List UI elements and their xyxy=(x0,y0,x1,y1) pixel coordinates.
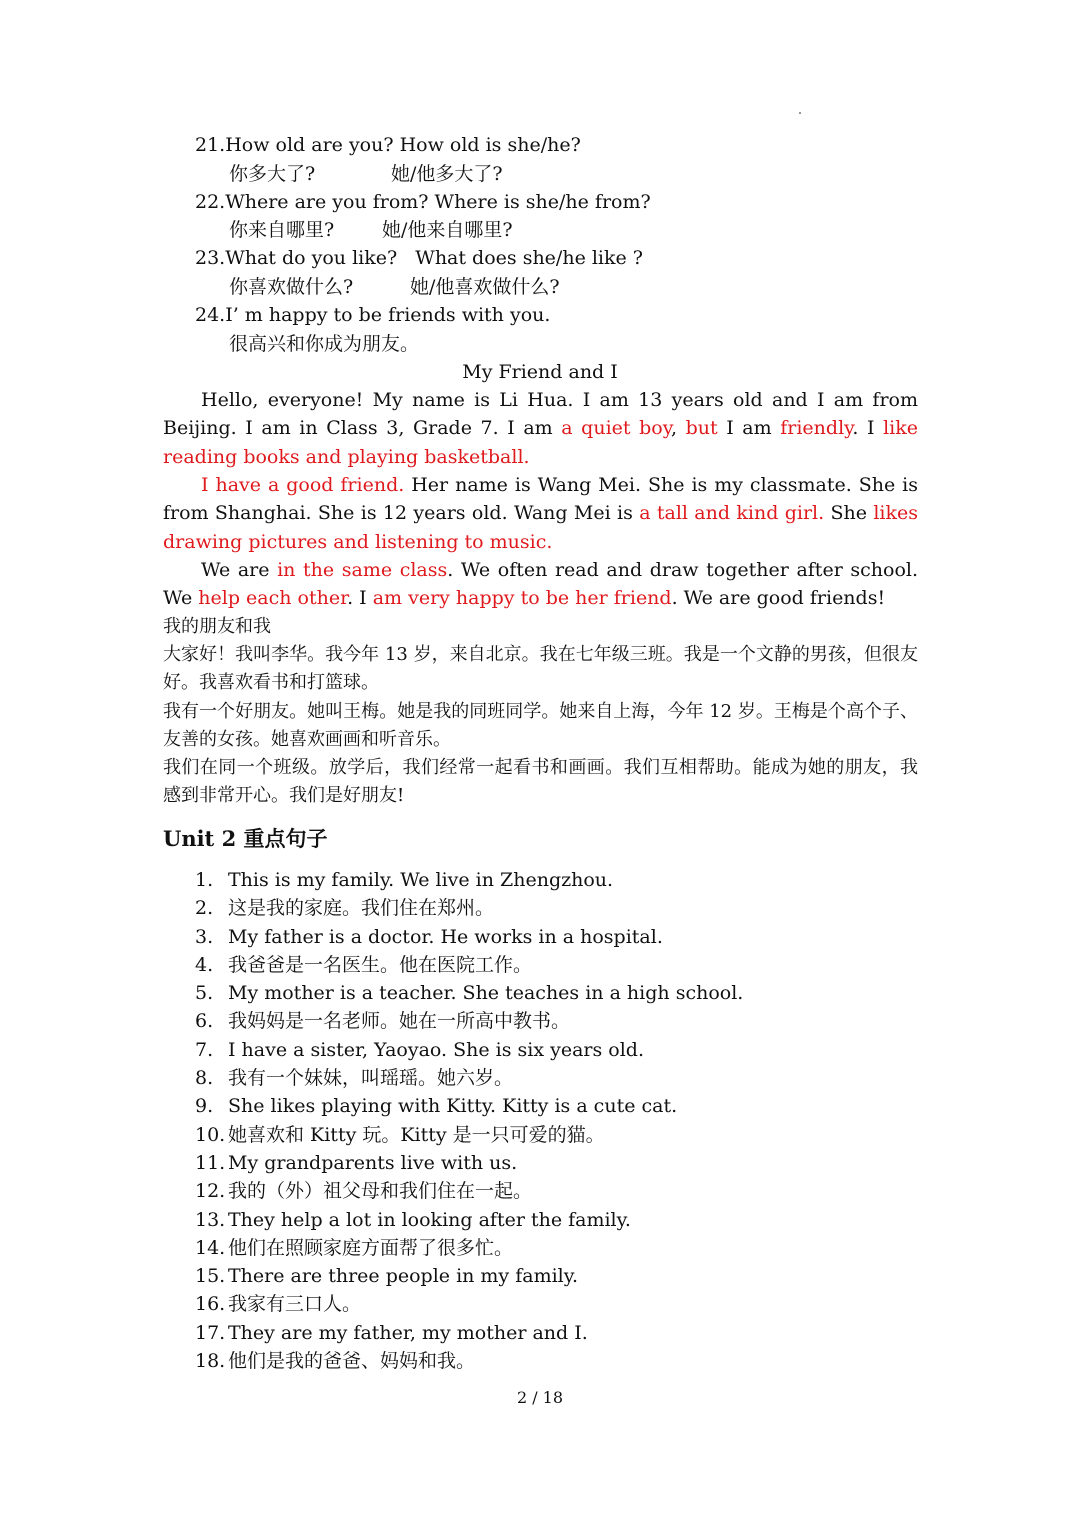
list-item: 15. There are three people in my family. xyxy=(195,1265,578,1288)
list-item: 10. 她喜欢和 Kitty 玩。Kitty 是一只可爱的猫。 xyxy=(195,1123,605,1146)
essay-paragraph-2: I have a good friend. Her name is Wang Mei. She is my classmate. She is from Shanghai. She is 12 years old. Wang Mei is a tall and kind girl. She likes drawing pictures and listening to music. xyxy=(163,474,918,553)
qa-22-chinese: 你来自哪里? 她/他来自哪里? xyxy=(229,219,513,241)
list-item: 6. 我妈妈是一名老师。她在一所高中教书。 xyxy=(195,1010,571,1033)
essay-paragraph-1: Hello, everyone! My name is Li Hua. I am 13 years old and I am from Beijing. I am in Class 3, Grade 7. I am a quiet boy, but I am friendly. I like reading books and playing basketball. xyxy=(163,389,918,468)
essay-chinese-title: 我的朋友和我 xyxy=(163,616,271,637)
list-item: 5. My mother is a teacher. She teaches in a high school. xyxy=(195,982,744,1005)
qa-23-chinese: 你喜欢做什么? 她/他喜欢做什么? xyxy=(229,276,560,298)
page-number: 2 / 18 xyxy=(516,1388,564,1407)
unit-2-sentence-list xyxy=(195,866,743,1375)
list-item: 14. 他们在照顾家庭方面帮了很多忙。 xyxy=(195,1236,514,1259)
list-item: 4. 我爸爸是一名医生。他在医院工作。 xyxy=(195,953,533,976)
qa-24-english: 24.I’ m happy to be friends with you. xyxy=(195,304,551,326)
list-item: 12. 我的（外）祖父母和我们住在一起。 xyxy=(195,1180,533,1203)
qa-21-chinese: 你多大了? 她/他多大了? xyxy=(229,163,503,185)
essay-chinese-paragraph-3: 我们在同一个班级。放学后，我们经常一起看书和画画。我们互相帮助。能成为她的朋友，我感到非常开心。我们是好朋友! xyxy=(163,757,918,807)
list-item: 17. They are my father, my mother and I. xyxy=(195,1321,588,1344)
essay-chinese-paragraph-1: 大家好！我叫李华。我今年 13 岁，来自北京。我在七年级三班。我是一个文静的男孩，但很友好。我喜欢看书和打篮球。 xyxy=(163,644,918,694)
qa-23-english: 23.What do you like? What does she/he like ? xyxy=(195,247,643,269)
essay-chinese-paragraph-2: 我有一个好朋友。她叫王梅。她是我的同班同学。她来自上海，今年 12 岁。王梅是个高个子、友善的女孩。她喜欢画画和听音乐。 xyxy=(163,701,918,751)
list-item: 8. 我有一个妹妹，叫瑶瑶。她六岁。 xyxy=(195,1067,514,1090)
list-item: 7. I have a sister, Yaoyao. She is six years old. xyxy=(195,1038,644,1061)
list-item: 13. They help a lot in looking after the family. xyxy=(195,1208,631,1231)
list-item: 11. My grandparents live with us. xyxy=(195,1151,518,1174)
list-item: 16. 我家有三口人。 xyxy=(195,1293,362,1316)
list-item: 9. She likes playing with Kitty. Kitty is a cute cat. xyxy=(195,1095,678,1118)
list-item: 3. My father is a doctor. He works in a hospital. xyxy=(195,925,663,948)
unit-2-heading: Unit 2 重点句子 xyxy=(163,826,328,851)
essay-title: My Friend and I xyxy=(462,361,618,383)
qa-22-english: 22.Where are you from? Where is she/he from? xyxy=(195,191,651,213)
qa-24-chinese: 很高兴和你成为朋友。 xyxy=(229,333,420,355)
list-item: 1. This is my family. We live in Zhengzhou. xyxy=(195,869,614,891)
scan-speck xyxy=(799,112,801,114)
list-item: 2. 这是我的家庭。我们住在郑州。 xyxy=(195,897,495,920)
essay-paragraph-3: We are in the same class. We often read and draw together after school. We help each other. I am very happy to be her friend. We are good friends! xyxy=(163,559,919,610)
list-item: 18. 他们是我的爸爸、妈妈和我。 xyxy=(195,1350,476,1373)
qa-21-english: 21.How old are you? How old is she/he? xyxy=(195,134,581,156)
